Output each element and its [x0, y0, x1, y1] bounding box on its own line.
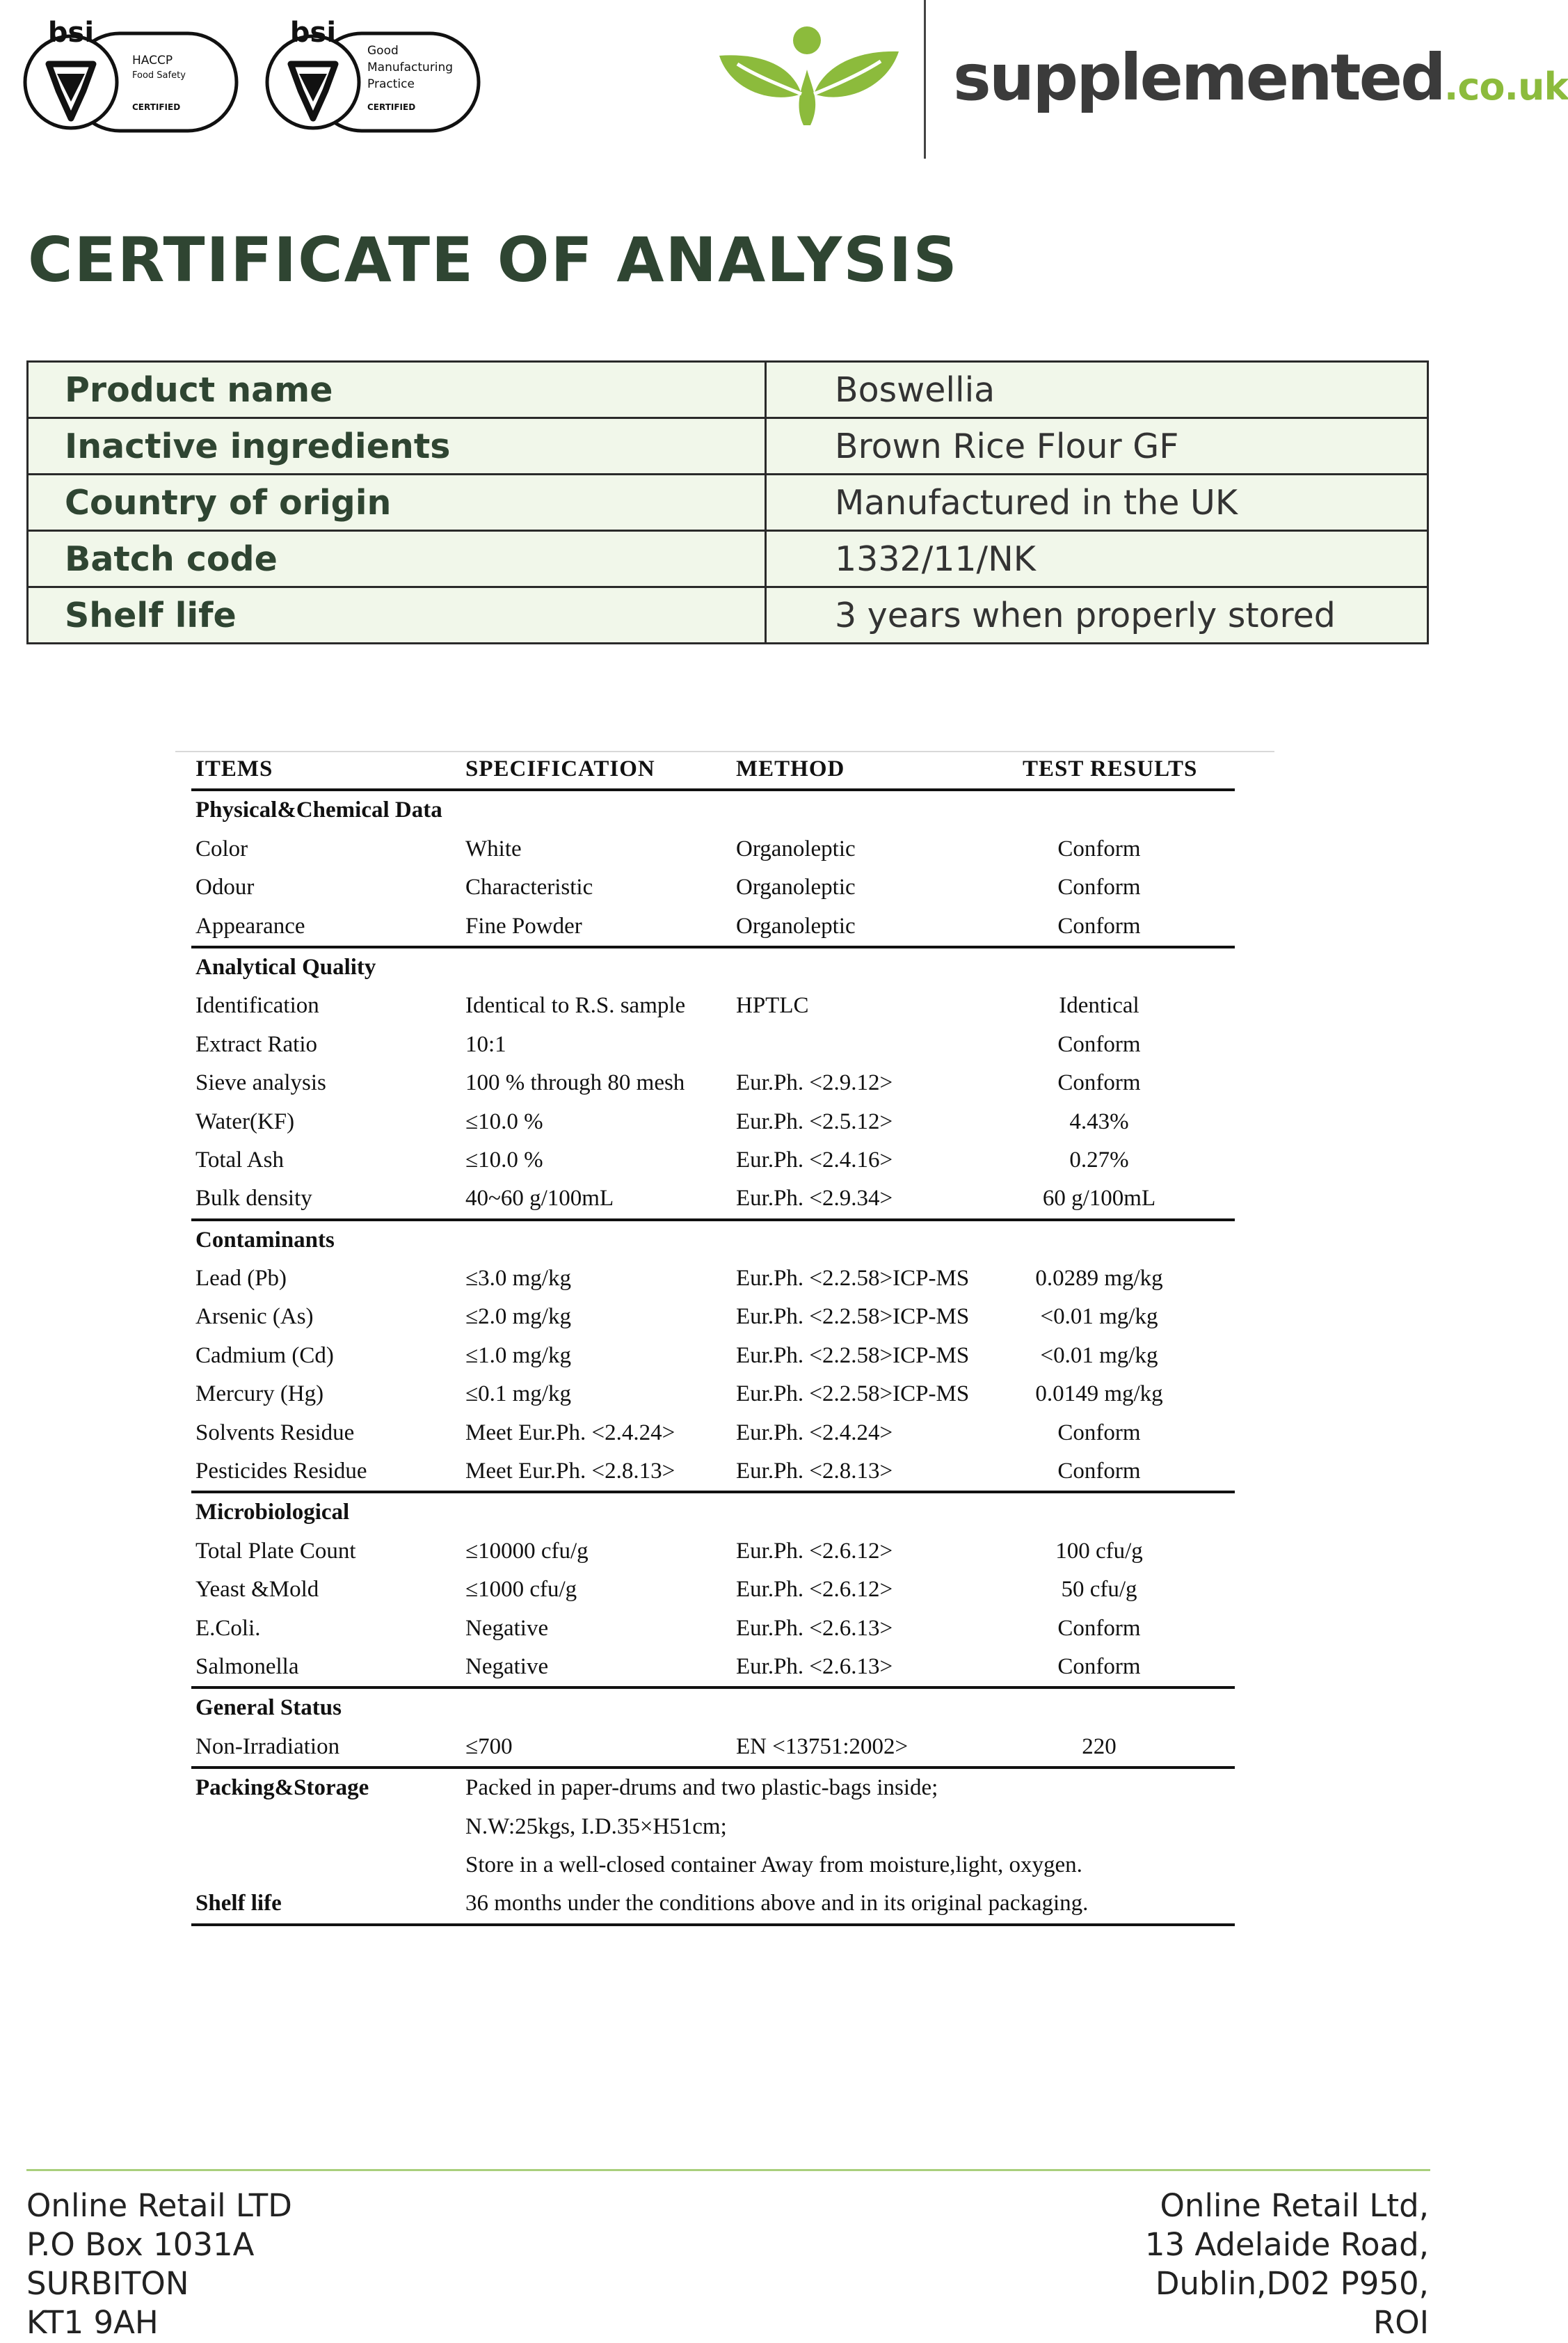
header-test-results: TEST RESULTS — [1023, 756, 1198, 781]
product-info-label: Product name — [28, 362, 766, 418]
cell-item: Shelf life — [195, 1891, 282, 1916]
cell-specification: Meet Eur.Ph. <2.8.13> — [465, 1459, 675, 1484]
cell-specification: ≤10.0 % — [465, 1147, 543, 1173]
table-row — [191, 1648, 1235, 1689]
table-row — [191, 1298, 1235, 1336]
cell-method: Eur.Ph. <2.9.12> — [736, 1070, 893, 1096]
bsi-logo-text: bsi — [47, 17, 95, 49]
cell-item: Microbiological — [195, 1500, 350, 1525]
svg-text:HACCP: HACCP — [132, 54, 173, 67]
cell-method: Eur.Ph. <2.6.12> — [736, 1538, 893, 1564]
cell-specification: ≤0.1 mg/kg — [465, 1381, 571, 1407]
product-info-row — [28, 587, 1428, 644]
table-row — [191, 1414, 1235, 1452]
analysis-header-row — [191, 750, 1235, 791]
cell-result: 4.43% — [1069, 1109, 1129, 1134]
cell-specification: Store in a well-closed container Away from moisture,light, oxygen. — [465, 1852, 1082, 1877]
cell-item: E.Coli. — [195, 1615, 261, 1641]
cell-specification: ≤1000 cfu/g — [465, 1577, 577, 1603]
product-info-value: 3 years when properly stored — [766, 587, 1428, 644]
cell-item: Appearance — [195, 913, 305, 939]
cell-specification: 40~60 g/100mL — [465, 1186, 614, 1212]
cell-item: Total Plate Count — [195, 1538, 356, 1564]
cell-item: Pesticides Residue — [195, 1459, 367, 1484]
cell-result: Conform — [1057, 1420, 1141, 1445]
footer-address-uk — [26, 2186, 292, 2342]
cell-result: Identical — [1059, 993, 1139, 1019]
cell-method: Eur.Ph. <2.2.58>ICP-MS — [736, 1304, 970, 1330]
cell-method: Eur.Ph. <2.4.24> — [736, 1420, 893, 1445]
product-info-row — [28, 362, 1428, 418]
table-row — [191, 1375, 1235, 1413]
cell-specification: Identical to R.S. sample — [465, 993, 686, 1019]
section-row — [191, 791, 1235, 829]
cell-specification: ≤10000 cfu/g — [465, 1538, 589, 1564]
page-title: CERTIFICATE OF ANALYSIS — [28, 224, 959, 296]
cell-result: Conform — [1057, 1031, 1141, 1057]
cell-result: 50 cfu/g — [1061, 1577, 1137, 1603]
cell-method: Eur.Ph. <2.6.12> — [736, 1577, 893, 1603]
svg-text:CERTIFIED: CERTIFIED — [367, 102, 416, 112]
cell-method: Eur.Ph. <2.5.12> — [736, 1109, 893, 1134]
section-row — [191, 1884, 1235, 1925]
svg-text:Practice: Practice — [367, 77, 415, 91]
table-row — [191, 1532, 1235, 1571]
cell-item: Arsenic (As) — [195, 1304, 314, 1330]
cell-result: Conform — [1057, 1615, 1141, 1641]
cell-item: Cadmium (Cd) — [195, 1342, 334, 1368]
table-row — [191, 1452, 1235, 1493]
cell-item: Solvents Residue — [195, 1420, 355, 1445]
address-line: ROI — [1373, 2304, 1429, 2341]
cell-item: Identification — [195, 993, 319, 1019]
cell-method: Organoleptic — [736, 875, 856, 900]
cell-item: Extract Ratio — [195, 1031, 318, 1057]
product-info-label: Inactive ingredients — [28, 418, 766, 475]
table-row — [191, 1141, 1235, 1180]
section-row — [191, 1221, 1235, 1260]
header-method: METHOD — [736, 756, 845, 781]
product-info-value: Brown Rice Flour GF — [766, 418, 1428, 475]
cell-specification: 100 % through 80 mesh — [465, 1070, 685, 1096]
cell-method: HPTLC — [736, 993, 809, 1019]
table-row — [191, 1103, 1235, 1141]
cell-item: Lead (Pb) — [195, 1266, 287, 1292]
product-info-row — [28, 475, 1428, 531]
table-row — [191, 1571, 1235, 1609]
svg-text:Good: Good — [367, 44, 399, 58]
cell-result: 0.27% — [1069, 1147, 1129, 1173]
cell-result: 100 cfu/g — [1055, 1538, 1143, 1564]
section-row — [191, 948, 1235, 987]
cell-item: General Status — [195, 1695, 342, 1721]
cell-result: Conform — [1057, 1070, 1141, 1096]
cell-method: EN <13751:2002> — [736, 1733, 909, 1759]
cell-result: <0.01 mg/kg — [1040, 1342, 1158, 1368]
table-row — [191, 1337, 1235, 1375]
cell-item: Salmonella — [195, 1653, 299, 1679]
cell-specification: Negative — [465, 1653, 549, 1679]
cell-item: Yeast &Mold — [195, 1577, 319, 1603]
address-line: 13 Adelaide Road, — [1144, 2226, 1429, 2263]
table-row — [191, 1064, 1235, 1102]
product-info-label: Shelf life — [28, 587, 766, 644]
cell-result: 60 g/100mL — [1042, 1186, 1156, 1212]
table-row — [191, 868, 1235, 907]
cell-result: Conform — [1057, 1653, 1141, 1679]
cell-item: Total Ash — [195, 1147, 284, 1173]
cell-specification: Packed in paper-drums and two plastic-bags inside; — [465, 1775, 938, 1801]
address-line: KT1 9AH — [26, 2304, 159, 2341]
cell-method: Organoleptic — [736, 836, 856, 861]
bsi-gmp-badge — [264, 17, 481, 132]
cell-method: Eur.Ph. <2.6.13> — [736, 1615, 893, 1641]
svg-text:Manufacturing: Manufacturing — [367, 61, 454, 74]
product-info-value: 1332/11/NK — [766, 531, 1428, 587]
bsi-haccp-badge — [22, 17, 239, 132]
footer-address-ie — [1145, 2186, 1429, 2342]
brand-divider — [924, 0, 926, 159]
cell-specification: ≤2.0 mg/kg — [465, 1304, 571, 1330]
cell-item: Non-Irradiation — [195, 1733, 340, 1759]
cell-item: Physical&Chemical Data — [195, 797, 442, 823]
section-row — [191, 1689, 1235, 1727]
product-info-value: Manufactured in the UK — [766, 475, 1428, 531]
brand-wordmark: supplemented.co.uk — [953, 40, 1568, 115]
table-row — [191, 1728, 1235, 1769]
cell-method: Eur.Ph. <2.2.58>ICP-MS — [736, 1266, 970, 1292]
cell-method: Eur.Ph. <2.4.16> — [736, 1147, 893, 1173]
svg-text:Food Safety: Food Safety — [132, 70, 186, 81]
cell-item: Bulk density — [195, 1186, 312, 1212]
section-row — [191, 1493, 1235, 1532]
cell-specification: Meet Eur.Ph. <2.4.24> — [465, 1420, 675, 1445]
cell-specification: N.W:25kgs, I.D.35×H51cm; — [465, 1813, 727, 1839]
cell-item: Water(KF) — [195, 1109, 295, 1134]
product-info-value: Boswellia — [766, 362, 1428, 418]
table-row — [191, 1026, 1235, 1064]
product-info-row — [28, 531, 1428, 587]
cell-specification: Characteristic — [465, 875, 593, 900]
address-line: Dublin,D02 P950, — [1155, 2265, 1429, 2302]
cell-specification: ≤10.0 % — [465, 1109, 543, 1134]
leaf-sprout-icon — [717, 21, 904, 132]
cell-specification: ≤3.0 mg/kg — [465, 1266, 571, 1292]
table-row — [191, 1180, 1235, 1221]
address-line: Online Retail Ltd, — [1160, 2187, 1429, 2224]
svg-text:CERTIFIED: CERTIFIED — [132, 102, 181, 112]
cell-result: 0.0289 mg/kg — [1035, 1266, 1163, 1292]
cell-result: Conform — [1057, 836, 1141, 861]
cell-item: Odour — [195, 875, 255, 900]
section-row — [191, 1769, 1235, 1807]
cell-result: Conform — [1057, 875, 1141, 900]
product-info-row — [28, 418, 1428, 475]
bsi-logo-text: bsi — [289, 17, 337, 49]
address-line: Online Retail LTD — [26, 2187, 292, 2224]
cell-specification: Fine Powder — [465, 913, 582, 939]
cell-specification: ≤1.0 mg/kg — [465, 1342, 571, 1368]
header-specification: SPECIFICATION — [465, 756, 655, 781]
cell-item: Analytical Quality — [195, 954, 376, 980]
cell-specification: Negative — [465, 1615, 549, 1641]
cell-item: Packing&Storage — [195, 1775, 369, 1801]
cell-result: <0.01 mg/kg — [1040, 1304, 1158, 1330]
header-items: ITEMS — [195, 756, 273, 781]
cell-item: Color — [195, 836, 248, 861]
product-info-label: Batch code — [28, 531, 766, 587]
cell-result: Conform — [1057, 1459, 1141, 1484]
cell-specification: 10:1 — [465, 1031, 506, 1057]
cell-method: Organoleptic — [736, 913, 856, 939]
cell-method: Eur.Ph. <2.6.13> — [736, 1653, 893, 1679]
cell-specification: 36 months under the conditions above and in its original packaging. — [465, 1891, 1089, 1916]
cell-method: Eur.Ph. <2.2.58>ICP-MS — [736, 1342, 970, 1368]
cell-item: Mercury (Hg) — [195, 1381, 324, 1407]
cell-result: 220 — [1082, 1733, 1117, 1759]
footer-divider — [26, 2169, 1430, 2171]
cell-result: Conform — [1057, 913, 1141, 939]
table-row — [191, 987, 1235, 1025]
cell-specification: ≤700 — [465, 1733, 513, 1759]
address-line: SURBITON — [26, 2265, 189, 2302]
table-row — [191, 1260, 1235, 1298]
table-row — [191, 1846, 1235, 1884]
product-info-table — [26, 360, 1429, 644]
table-row — [191, 1610, 1235, 1648]
cell-method: Eur.Ph. <2.9.34> — [736, 1186, 893, 1212]
address-line: P.O Box 1031A — [26, 2226, 255, 2263]
cell-specification: White — [465, 836, 522, 861]
cell-item: Sieve analysis — [195, 1070, 326, 1096]
table-row — [191, 907, 1235, 948]
cell-method: Eur.Ph. <2.2.58>ICP-MS — [736, 1381, 970, 1407]
table-row — [191, 1808, 1235, 1846]
cell-item: Contaminants — [195, 1227, 335, 1253]
cell-method: Eur.Ph. <2.8.13> — [736, 1459, 893, 1484]
product-info-label: Country of origin — [28, 475, 766, 531]
table-row — [191, 830, 1235, 868]
cell-result: 0.0149 mg/kg — [1035, 1381, 1163, 1407]
analysis-table — [191, 750, 1235, 1926]
